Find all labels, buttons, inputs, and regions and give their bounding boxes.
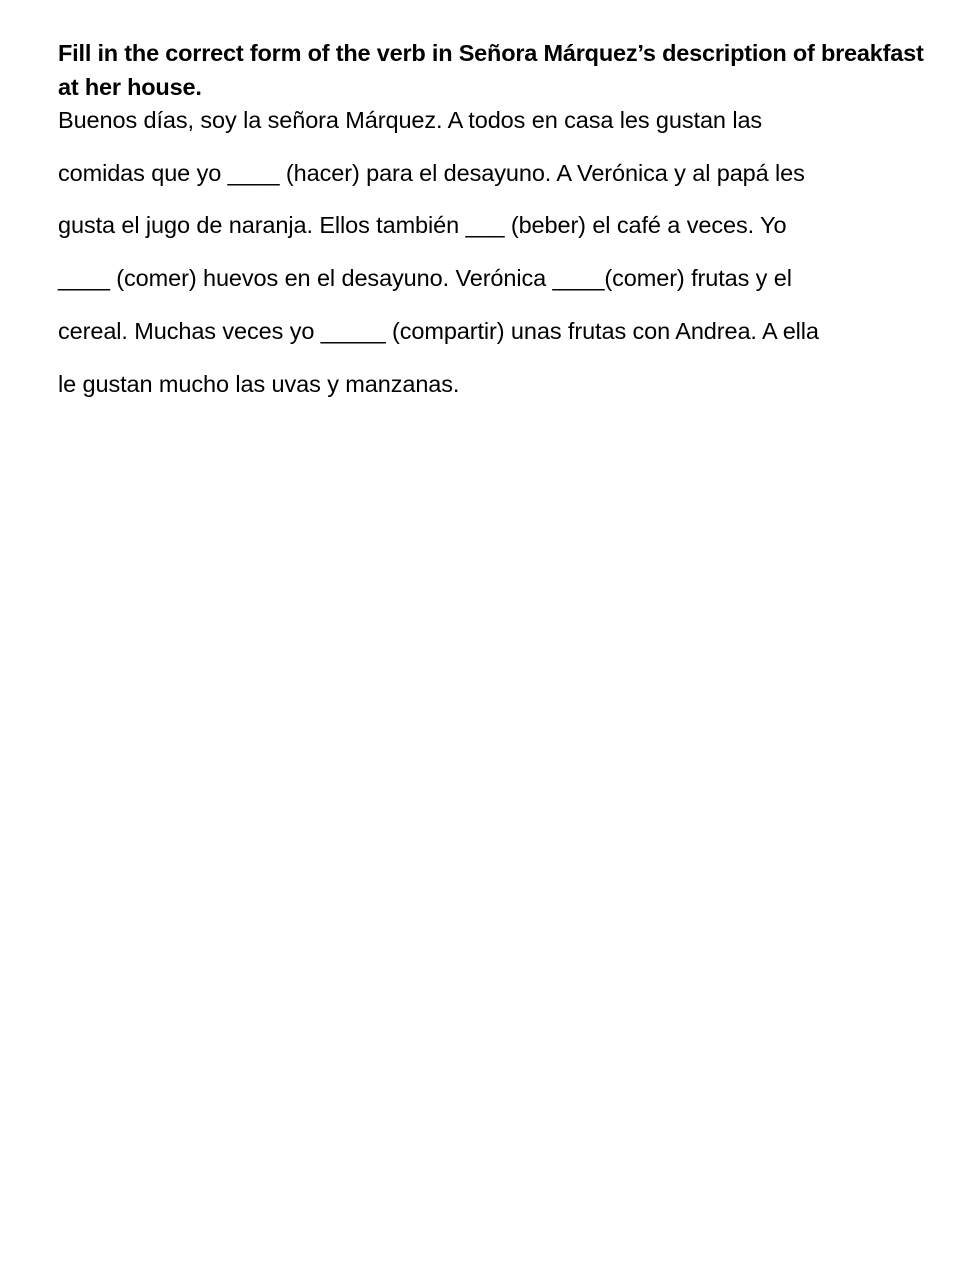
passage-line: cereal. Muchas veces yo _____ (compartir) unas frutas con Andrea. A ella [58,317,819,344]
passage-line: gusta el jugo de naranja. Ellos también ___ (beber) el café a veces. Yo [58,212,787,239]
instructions-heading: Fill in the correct form of the verb in Señora Márquez’s description of breakfast at her house. [58,40,924,100]
passage [58,94,938,410]
passage-line: le gustan mucho las uvas y manzanas. [58,370,460,397]
worksheet [58,36,938,410]
passage-line: ____ (comer) huevos en el desayuno. Verónica ____(comer) frutas y el [58,265,792,292]
passage-line: Buenos días, soy la señora Márquez. A todos en casa les gustan las [58,107,763,133]
passage-line: comidas que yo ____ (hacer) para el desayuno. A Verónica y al papá les [58,159,805,186]
